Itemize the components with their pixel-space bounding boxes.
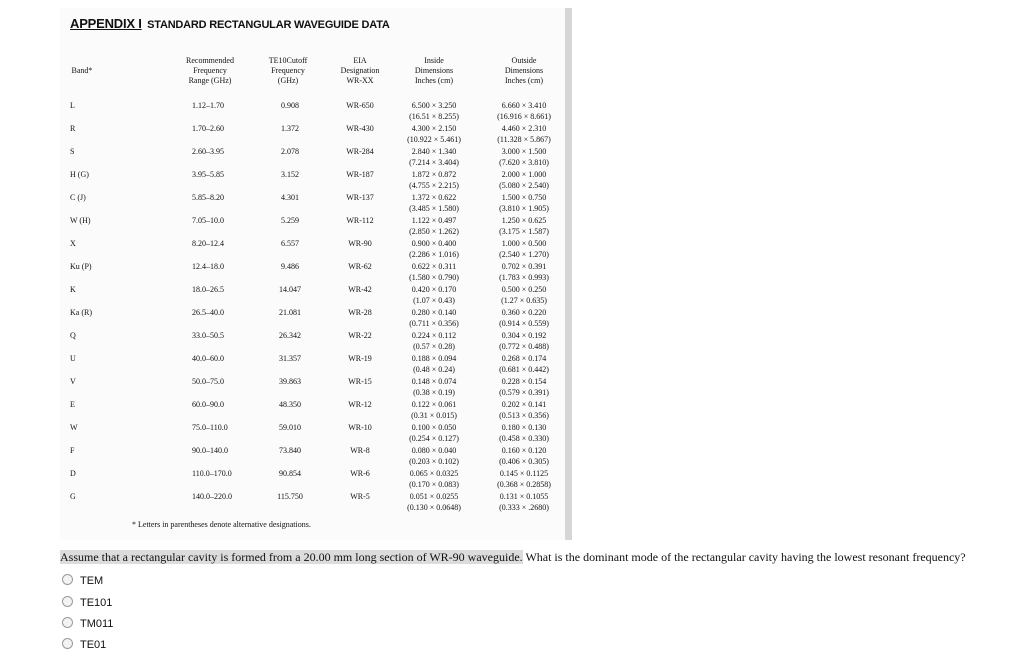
col-header-band: Band* [71, 66, 93, 75]
table-row: R 1.70–2.60 1.372 WR-430 4.300 × 2.150 (10.922 × 5.461) 4.460 × 2.310 (11.328 × 5.867) [70, 124, 551, 144]
table-row: F 90.0–140.0 73.840 WR-8 0.080 × 0.040 (0.203 × 0.102) 0.160 × 0.120 (0.406 × 0.305) [70, 446, 549, 466]
radio-button[interactable] [62, 617, 73, 628]
waveguide-table-image [60, 8, 572, 540]
col-header-range: Recommended Frequency Range (GHz) [186, 56, 234, 85]
radio-button[interactable] [62, 574, 73, 585]
table-row: Ka (R) 26.5–40.0 21.081 WR-28 0.280 × 0.140 (0.711 × 0.356) 0.360 × 0.220 (0.914 × 0.559) [70, 308, 549, 328]
question-text [60, 550, 966, 565]
col-header-outside: Outside Dimensions Inches (cm) [504, 56, 544, 85]
table-row: L 1.12–1.70 0.908 WR-650 6.500 × 3.250 (16.51 × 8.255) 6.660 × 3.410 (16.916 × 8.661) [70, 101, 551, 121]
table-row: W (H) 7.05–10.0 5.259 WR-112 1.122 × 0.497 (2.850 × 1.262) 1.250 × 0.625 (3.175 × 1.587) [70, 216, 549, 236]
table-footnote: * Letters in parentheses denote alternative designations. [132, 520, 311, 529]
option-te01[interactable] [62, 638, 106, 651]
radio-button[interactable] [62, 638, 73, 649]
option-tm011[interactable] [62, 617, 113, 630]
question-rest: What is the dominant mode of the rectangular cavity having the lowest resonant frequency? [522, 550, 966, 564]
option-label: TM011 [80, 618, 114, 630]
option-tem[interactable] [62, 574, 103, 587]
table-row: V 50.0–75.0 39.863 WR-15 0.148 × 0.074 (0.38 × 0.19) 0.228 × 0.154 (0.579 × 0.391) [70, 377, 549, 397]
table-row: S 2.60–3.95 2.078 WR-284 2.840 × 1.340 (7.214 × 3.404) 3.000 × 1.500 (7.620 × 3.810) [70, 147, 549, 167]
col-header-cutoff: TE10Cutoff Frequency (GHz) [268, 56, 308, 85]
table-row: C (J) 5.85–8.20 4.301 WR-137 1.372 × 0.622 (3.485 × 1.580) 1.500 × 0.750 (3.810 × 1.905) [70, 193, 549, 213]
col-header-inside: Inside Dimensions Inches (cm) [414, 56, 454, 85]
question-highlighted: Assume that a rectangular cavity is formed from a 20.00 mm long section of WR-90 waveguide. [60, 550, 523, 564]
table-row: H (G) 3.95–5.85 3.152 WR-187 1.872 × 0.872 (4.755 × 2.215) 2.000 × 1.000 (5.080 × 2.540) [70, 170, 549, 190]
table-row: G 140.0–220.0 115.750 WR-5 0.051 × 0.0255 (0.130 × 0.0648) 0.131 × 0.1055 (0.333 × .2680) [70, 492, 549, 512]
col-header-eia: EIA Designation WR-XX [340, 56, 380, 85]
appendix-title: STANDARD RECTANGULAR WAVEGUIDE DATA [147, 19, 390, 31]
table-row: Ku (P) 12.4–18.0 9.486 WR-62 0.622 × 0.311 (1.580 × 0.790) 0.702 × 0.391 (1.783 × 0.993) [70, 262, 549, 282]
table-row: E 60.0–90.0 48.350 WR-12 0.122 × 0.061 (0.31 × 0.015) 0.202 × 0.141 (0.513 × 0.356) [70, 400, 549, 420]
table-row: K 18.0–26.5 14.047 WR-42 0.420 × 0.170 (1.07 × 0.43) 0.500 × 0.250 (1.27 × 0.635) [70, 285, 547, 305]
option-te101[interactable] [62, 596, 112, 609]
option-label: TEM [80, 575, 104, 587]
radio-button[interactable] [62, 596, 73, 607]
appendix-label: APPENDIX I [70, 16, 142, 31]
option-label: TE01 [80, 639, 107, 651]
table-row: X 8.20–12.4 6.557 WR-90 0.900 × 0.400 (2.286 × 1.016) 1.000 × 0.500 (2.540 × 1.270) [70, 239, 549, 259]
table-row: Q 33.0–50.5 26.342 WR-22 0.224 × 0.112 (0.57 × 0.28) 0.304 × 0.192 (0.772 × 0.488) [70, 331, 549, 351]
table-row: W 75.0–110.0 59.010 WR-10 0.100 × 0.050 (0.254 × 0.127) 0.180 × 0.130 (0.458 × 0.330) [70, 423, 549, 443]
table-row: U 40.0–60.0 31.357 WR-19 0.188 × 0.094 (0.48 × 0.24) 0.268 × 0.174 (0.681 × 0.442) [70, 354, 549, 374]
option-label: TE101 [80, 597, 113, 609]
appendix-heading [70, 16, 390, 31]
table-row: D 110.0–170.0 90.854 WR-6 0.065 × 0.0325 (0.170 × 0.083) 0.145 × 0.1125 (0.368 × 0.2858) [70, 469, 551, 489]
